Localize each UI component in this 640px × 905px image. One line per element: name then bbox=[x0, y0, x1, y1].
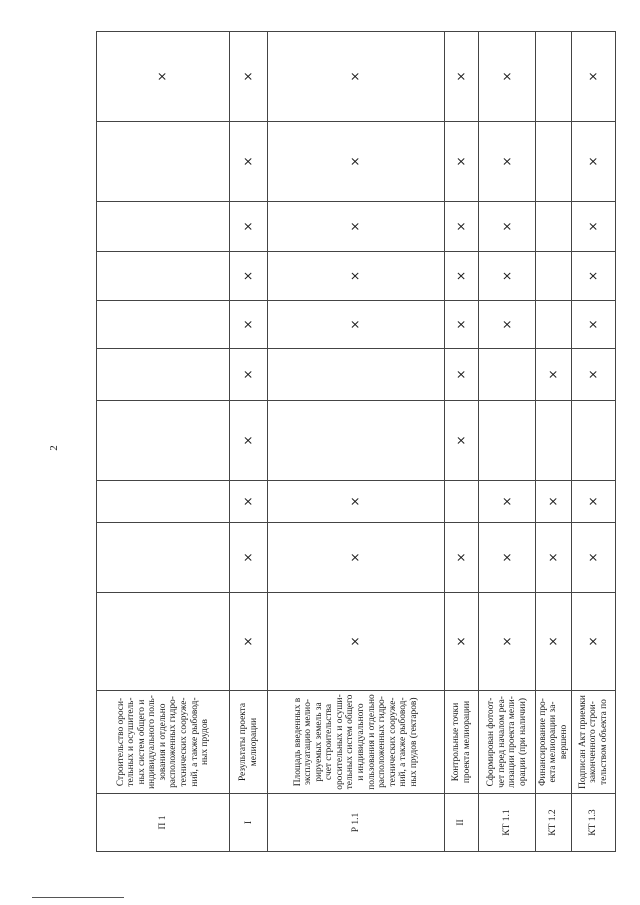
mark-cell: × bbox=[571, 122, 615, 202]
mark-cell: × bbox=[571, 481, 615, 523]
mark-cell: × bbox=[268, 202, 445, 252]
row-description: Площадь введенных в эксплуатацию мелио-рируемых земель за счет строительства оросительных и осуши-тельных систем общего и индивидуального пользования и отдельно расположенных гидро-технических сооруже-ний, а также рыбовод-ных прудов (гектаров) bbox=[268, 691, 445, 794]
mark-cell: × bbox=[444, 32, 479, 122]
mark-cell: × bbox=[230, 32, 268, 122]
mark-cell: × bbox=[536, 523, 572, 593]
mark-cell bbox=[268, 349, 445, 401]
mark-cell: × bbox=[268, 301, 445, 349]
row-description: Результаты проекта мелиорации bbox=[230, 691, 268, 794]
mark-cell: × bbox=[268, 122, 445, 202]
mark-cell: × bbox=[571, 32, 615, 122]
mark-cell: × bbox=[479, 32, 536, 122]
mark-cell: × bbox=[230, 401, 268, 481]
mark-cell: × bbox=[268, 481, 445, 523]
table-container bbox=[96, 32, 616, 852]
mark-cell: × bbox=[230, 523, 268, 593]
table-row bbox=[97, 32, 230, 852]
table-row bbox=[444, 32, 479, 852]
mark-cell: × bbox=[444, 349, 479, 401]
mark-cell: × bbox=[571, 301, 615, 349]
mark-cell: × bbox=[444, 252, 479, 301]
mark-cell: × bbox=[571, 252, 615, 301]
row-description: Сформирован фотоот-чет перед началом реа-лизации проекта мели-орации (при наличии) bbox=[479, 691, 536, 794]
mark-cell: × bbox=[230, 481, 268, 523]
mark-cell: × bbox=[97, 32, 230, 122]
mark-cell: × bbox=[268, 593, 445, 691]
mark-cell bbox=[571, 401, 615, 481]
row-code: КТ 1.2 bbox=[536, 794, 572, 852]
mark-cell bbox=[536, 401, 572, 481]
footer-rule bbox=[32, 897, 124, 898]
page-number: 2 bbox=[48, 445, 60, 451]
mark-cell bbox=[536, 301, 572, 349]
mark-cell: × bbox=[571, 523, 615, 593]
mark-cell bbox=[97, 122, 230, 202]
mark-cell bbox=[536, 122, 572, 202]
mark-cell bbox=[97, 349, 230, 401]
row-code: П 1 bbox=[97, 794, 230, 852]
mark-cell: × bbox=[444, 523, 479, 593]
mark-cell: × bbox=[479, 523, 536, 593]
mark-cell: × bbox=[479, 202, 536, 252]
mark-cell bbox=[268, 401, 445, 481]
mark-cell bbox=[97, 523, 230, 593]
mark-cell: × bbox=[479, 593, 536, 691]
mark-cell: × bbox=[230, 122, 268, 202]
table-row bbox=[479, 32, 536, 852]
row-code: I bbox=[230, 794, 268, 852]
mark-cell: × bbox=[571, 202, 615, 252]
row-description: Строительство ороси-тельных и осушитель-ных систем общего и индивидуального поль-зования и отдельно расположенных гидро-технических сооруже-ний, а также рыбовод-ных прудов bbox=[97, 691, 230, 794]
mark-cell bbox=[97, 252, 230, 301]
mark-cell: × bbox=[444, 301, 479, 349]
mark-cell bbox=[536, 252, 572, 301]
mark-cell bbox=[97, 301, 230, 349]
mark-cell: × bbox=[479, 301, 536, 349]
mark-cell: × bbox=[230, 349, 268, 401]
mark-cell: × bbox=[536, 481, 572, 523]
table-row bbox=[230, 32, 268, 852]
mark-cell: × bbox=[268, 32, 445, 122]
mark-cell: × bbox=[479, 481, 536, 523]
row-description: Подписан Акт приемки законченного строи-тельством объекта по bbox=[571, 691, 615, 794]
mark-cell bbox=[97, 481, 230, 523]
mark-cell: × bbox=[444, 202, 479, 252]
mark-cell bbox=[97, 401, 230, 481]
mark-cell bbox=[479, 349, 536, 401]
mark-cell bbox=[479, 401, 536, 481]
mark-cell bbox=[97, 593, 230, 691]
mark-cell: × bbox=[444, 122, 479, 202]
mark-cell: × bbox=[536, 349, 572, 401]
table-row bbox=[536, 32, 572, 852]
row-description: Финансирование про-екта мелиорации за-вершено bbox=[536, 691, 572, 794]
row-code: II bbox=[444, 794, 479, 852]
row-description: Контрольные точки проекта мелиорации bbox=[444, 691, 479, 794]
mark-cell bbox=[444, 481, 479, 523]
mark-cell: × bbox=[536, 593, 572, 691]
mark-cell: × bbox=[230, 593, 268, 691]
table-row bbox=[571, 32, 615, 852]
table-row bbox=[268, 32, 445, 852]
mark-cell: × bbox=[268, 252, 445, 301]
row-code: Р 1.1 bbox=[268, 794, 445, 852]
mark-cell: × bbox=[444, 593, 479, 691]
mark-cell bbox=[97, 202, 230, 252]
mark-cell: × bbox=[230, 202, 268, 252]
row-code: КТ 1.3 bbox=[571, 794, 615, 852]
mark-cell: × bbox=[479, 122, 536, 202]
project-table bbox=[96, 31, 616, 852]
mark-cell: × bbox=[479, 252, 536, 301]
mark-cell: × bbox=[268, 523, 445, 593]
mark-cell: × bbox=[230, 301, 268, 349]
mark-cell: × bbox=[444, 401, 479, 481]
mark-cell: × bbox=[230, 252, 268, 301]
mark-cell: × bbox=[571, 593, 615, 691]
mark-cell: × bbox=[571, 349, 615, 401]
mark-cell bbox=[536, 32, 572, 122]
mark-cell bbox=[536, 202, 572, 252]
row-code: КТ 1.1 bbox=[479, 794, 536, 852]
